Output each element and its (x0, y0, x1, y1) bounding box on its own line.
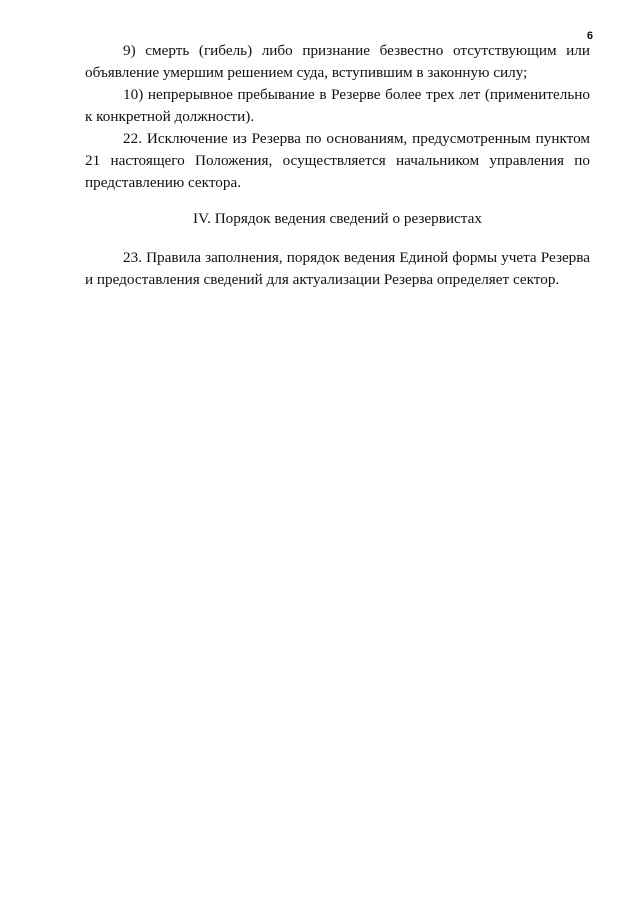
paragraph-item-9: 9) смерть (гибель) либо признание безвестно отсутствующим или объявление умершим решением суда, вступившим в законную силу; (85, 42, 590, 81)
document-body (85, 40, 590, 291)
paragraph-item-10: 10) непрерывное пребывание в Резерве более трех лет (применительно к конкретной должности). (85, 86, 590, 125)
paragraph-23: 23. Правила заполнения, порядок ведения Единой формы учета Резерва и предоставления сведений для актуализации Резерва определяет сектор. (85, 249, 590, 288)
section-heading: IV. Порядок ведения сведений о резервистах (193, 210, 482, 227)
page-number: 6 (586, 30, 593, 42)
paragraph-22: 22. Исключение из Резерва по основаниям, предусмотренным пунктом 21 настоящего Положения, осуществляется начальником управления по представлению сектора. (85, 130, 590, 191)
